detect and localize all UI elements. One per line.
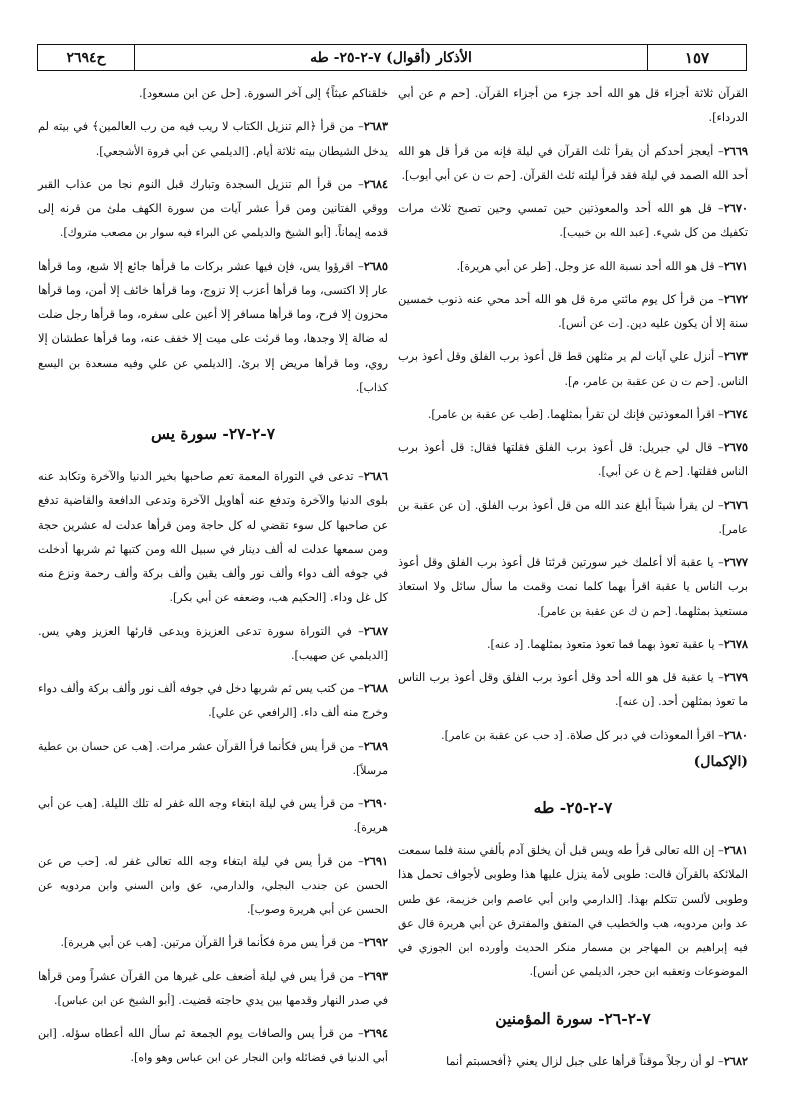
hadith-text: – من كتب يس ثم شربها دخل في جوفه ألف نور وألف بركة وألف دواء وخرج منه ألف داء. <box>37 682 388 720</box>
entry-list <box>38 464 388 1071</box>
hadith-source: [الدارمي وابن أبي عاصم وابن خزيمة، عق طس عد وابن مردويه، هب والخطيب في المتفق والمفترق عن أبي هريرة قال عق فيه إبراهيم بن المهاجر بن مسمار منكر الحديث وأورده ابن الجوزي في الموضوعات وتعقبه ابن حجر، الديلمي عن أنس]. <box>398 892 748 979</box>
hadith-text: – من قرأ يس مرة فكأنما قرأ القرآن مرتين. <box>160 936 364 950</box>
entry-list <box>398 1049 748 1074</box>
hadith-entry <box>398 838 748 985</box>
ikmal-heading: (الإكمال) <box>693 753 748 770</box>
hadith-source: [طر عن أبي هريرة]. <box>456 259 551 273</box>
page-number: ١٥٧ <box>647 45 746 70</box>
hadith-text: – اقرأ المعوذات في دبر كل صلاة. <box>566 728 724 742</box>
left-column <box>38 82 388 1079</box>
hadith-entry <box>398 665 748 715</box>
hadith-text: – قل هو الله أحد والمعوذتين حين تمسي وحين تصبح ثلاث مرات تكفيك من كل شيء. <box>398 202 748 240</box>
hadith-source: [طب عن عقبة بن عامر]. <box>427 407 544 421</box>
hadith-entry <box>398 344 748 394</box>
hadith-text: – من قرأ كل يوم مائتي مرة قل هو الله أحد محي عنه ذنوب خمسين سنة إلا أن يكون عليه دين. <box>398 292 748 330</box>
hadith-number: ٢٦٩٣ <box>363 968 388 983</box>
hadith-entry <box>398 632 748 657</box>
hadith-entry <box>38 172 388 246</box>
hadith-number: ٢٦٧٣ <box>723 349 748 364</box>
hadith-text: – من قرأ يس في ليلة أضعف على غيرها من القرآن عشراً ومن قرأها في صدر النهار وقدمها بين يدي حاجته قضيت. <box>38 969 388 1007</box>
running-title: الأذكار (أقوال) ٧-٢-٢٥- طه <box>310 49 472 66</box>
hadith-source: [حم ت ن عن أبي أيوب]. <box>401 168 516 182</box>
continued-text-body: خلقناكم عبثاً﴾ إلى آخر السورة. <box>244 87 388 100</box>
hadith-number: ٢٦٨٤ <box>363 176 388 191</box>
hadith-number: ٢٦٧٤ <box>723 406 748 421</box>
hadith-text: – لن يقرأ شيئاً أبلغ عند الله من قل أعوذ برب الفلق. <box>474 498 724 512</box>
hadith-source: [ابن أبي الدنيا في فضائله وابن النجار عن ابن عباس وهو واه]. <box>38 1027 388 1065</box>
hadith-source: [أبو الشيخ عن ابن عباس]. <box>54 993 175 1007</box>
hadith-entry <box>38 254 388 401</box>
hadith-number: ٢٦٩٢ <box>363 935 388 950</box>
hadith-entry <box>398 550 748 624</box>
entry-list <box>398 139 748 748</box>
hadith-source: [ن عنه]. <box>614 695 655 709</box>
hadith-number: ٢٦٨٨ <box>363 681 388 695</box>
hadith-number: ٢٦٨٣ <box>363 119 388 134</box>
entry-list <box>398 838 748 985</box>
hadith-source: [الديلمي عن أبي فروة الأشجعي]. <box>95 144 249 158</box>
hadith-entry <box>38 930 388 955</box>
hadith-source: [هب عن أبي هريرة]. <box>60 936 157 950</box>
entry-list <box>38 114 388 400</box>
hadith-entry <box>38 464 388 611</box>
hadith-text: – قال لي جبريل: قل أعوذ برب الفلق فقلتها فقال: قل أعوذ برب الناس فقلتها. <box>398 441 748 479</box>
hadith-source: [د عنه]. <box>486 637 524 651</box>
hadith-text: – من قرأ يس فكأنما قرأ القرآن عشر مرات. <box>156 739 364 753</box>
hadith-source: [الديلمي عن علي وفيه مسعدة بن اليسع كذاب]. <box>38 356 388 394</box>
hadith-number: ٢٦٩٤ <box>363 1026 388 1040</box>
hadith-entry <box>38 1021 388 1071</box>
hadith-range-code: ح٢٦٩٤ <box>38 45 135 70</box>
hadith-text: – لو أن رجلاً موقناً قرأها على جبل لزال يعني ﴿أفحسبتم أنما <box>445 1054 724 1068</box>
hadith-text: – من قرأ يس والصافات يوم الجمعة ثم سأل الله أعطاه سؤله. <box>61 1027 364 1040</box>
hadith-entry <box>398 254 748 279</box>
hadith-entry <box>398 287 748 337</box>
hadith-text: – من قرأ يس في ليلة ابتغاء وجه الله غفر له تلك الليلة. <box>101 797 364 810</box>
hadith-number: ٢٦٧٢ <box>723 291 748 306</box>
hadith-text: – في التوراة سورة تدعى العزيزة ويدعى قارئها العزيز وهي يس. <box>38 624 364 638</box>
hadith-number: ٢٦٨٢ <box>723 1053 748 1068</box>
hadith-text: – إن الله تعالى قرأ طه ويس قبل أن يخلق آدم بألفي سنة فلما سمعت الملائكة بالقرآن قالت: طوبى لأمة ينزل عليها هذا وطوبى لأجواف تحمل هذا وطوبى لألسن تتكلم بهذا. <box>398 844 748 906</box>
hadith-source: [الحكيم هب، وضعفه عن أبي بكر]. <box>169 591 327 605</box>
hadith-number: ٢٦٦٩ <box>723 143 748 158</box>
hadith-number: ٢٦٨٩ <box>363 738 388 753</box>
section-heading-taha: ٧-٢-٢٥- طه <box>533 798 613 817</box>
hadith-number: ٢٦٧٩ <box>723 670 748 684</box>
hadith-text: – تدعى في التوراة المعمة تعم صاحبها بخير الدنيا والآخرة وتكابد عنه بلوى الدنيا والآخرة وتدفع عنه أهاويل الآخرة وتدعى الدافعة والقاضية تدفع عن صاحبها كل سوء تقضي له كل حاجة ومن قرأها عدلت له عشرين حجة ومن سمعها عدلت له ألف دينار في سبيل الله ومن كتبها ثم شربها أدخلت في جوفه ألف دواء وألف نور وألف يقين وألف بركة وألف رحمة ونزع منه كل غل وداء. <box>38 470 388 605</box>
hadith-text: – من قرأ الم تنزيل السجدة وتبارك قبل النوم نجا من عذاب القبر ووقي الفتانين ومن قرأ عشر آيات من سورة الكهف ملئ من قرنه إلى قدمه إيماناً. <box>38 177 388 240</box>
hadith-entry <box>38 964 388 1014</box>
hadith-entry <box>398 196 748 246</box>
hadith-text: – يا عقبة ألا أعلمك خير سورتين قرئتا قل أعوذ برب الفلق وقل أعوذ برب الناس يا عقبة اقرأ بهما كلما نمت وقمت ما سأل سائل ولا استعاذ مستعيذ بمثلهما. <box>398 556 748 618</box>
page-header <box>37 44 747 71</box>
hadith-source: [حب ص عن الحسن عن جندب البجلي، والدارمي، عق وابن السني وابن مردويه عن الحسن عن أبي هريرة وصوب]. <box>38 854 388 916</box>
hadith-number: ٢٦٧٦ <box>723 497 749 512</box>
hadith-entry <box>398 723 748 748</box>
hadith-text: – اقرؤوا يس، فإن فيها عشر بركات ما قرأها جائع إلا شبع، وما قرأها عار إلا اكتسى، وما قرأها أعزب إلا تزوج، وما قرأها خائف إلا أمن، وما قرأها محزون إلا فرح، وما قرأها مسافر إلا أعين على سفره، وما قرأها رجل ضلت له ضالة إلا وجدها، وما قرئت على ميت إلا خفف عنه، وما قرأها عطشان إلا روي، وما قرأها مريض إلا برئ. <box>38 259 388 370</box>
hadith-text: – قل هو الله أحد نسبة الله عز وجل. <box>554 259 724 273</box>
hadith-number: ٢٦٨٦ <box>363 469 388 483</box>
hadith-text: – من قرأ ﴿الم تنزيل الكتاب لا ريب فيه من رب العالمين﴾ في بيته لم يدخل الشيطان بيته ثلاثة أيام. <box>38 120 388 158</box>
hadith-entry <box>398 402 748 427</box>
hadith-entry <box>398 1049 748 1074</box>
hadith-entry <box>398 435 748 485</box>
hadith-source: [عبد الله بن خبيب]. <box>559 226 650 240</box>
hadith-source: [أبو الشيخ والديلمي عن البراء فيه سوار بن مصعب متروك]. <box>59 226 331 240</box>
hadith-number: ٢٦٧١ <box>723 258 748 273</box>
hadith-number: ٢٦٧٧ <box>723 555 748 569</box>
hadith-entry <box>38 619 388 669</box>
hadith-entry <box>38 734 388 784</box>
hadith-number: ٢٦٨١ <box>723 843 748 857</box>
hadith-source: [هب عن حسان بن عطية مرسلاً]. <box>38 739 388 777</box>
hadith-source: [حم ت ن عن عقبة بن عامر، م]. <box>564 374 714 388</box>
hadith-text: – أنزل علي آيات لم ير مثلهن قط قل أعوذ برب الفلق وقل أعوذ برب الناس. <box>398 350 748 388</box>
hadith-source: [الديلمي عن صهيب]. <box>291 648 388 662</box>
hadith-entry <box>398 493 748 543</box>
hadith-source: [د حب عن عقبة بن عامر]. <box>441 728 563 742</box>
hadith-source: [هب عن أبي هريرة]. <box>38 797 388 835</box>
hadith-source: [حم غ ن عن أبي]. <box>598 465 684 479</box>
section-heading-yasin: ٧-٢-٢٧- سورة يس <box>150 424 276 443</box>
hadith-number: ٢٦٨٥ <box>363 258 388 273</box>
right-column <box>398 82 748 1082</box>
hadith-source: [حم ن ك عن عقبة بن عامر]. <box>536 604 671 618</box>
hadith-entry <box>38 791 388 841</box>
hadith-entry <box>38 849 388 923</box>
hadith-source: [ت عن أنس]. <box>558 317 623 330</box>
hadith-source: [الرافعي عن علي]. <box>208 706 297 720</box>
hadith-number: ٢٦٧٥ <box>723 440 748 454</box>
section-heading-muminun: ٧-٢-٢٦- سورة المؤمنين <box>495 1008 651 1028</box>
hadith-text: – يا عقبة تعوذ بهما فما تعوذ متعوذ بمثلهما. <box>526 637 724 651</box>
hadith-entry <box>38 114 388 164</box>
hadith-number: ٢٦٧٠ <box>723 201 748 215</box>
hadith-number: ٢٦٧٨ <box>723 636 748 651</box>
hadith-entry <box>398 139 748 189</box>
continued-text <box>38 82 388 106</box>
hadith-number: ٢٦٨٠ <box>723 727 748 742</box>
hadith-text: – أيعجز أحدكم أن يقرأ ثلث القرآن في ليلة فإنه من قرأ قل هو الله أحد الله الصمد في ليلة فقد قرأ ليلته ثلث القرآن. <box>398 144 748 182</box>
hadith-text: – يا عقبة قل هو الله أحد وقل أعوذ برب الفلق وقل أعوذ برب الناس ما تعوذ بمثلهن أحد. <box>398 671 748 709</box>
continued-text: القرآن ثلاثة أجزاء قل هو الله أحد جزء من أجزاء القرآن. [حم م عن أبي الدرداء]. <box>398 87 748 125</box>
hadith-entry <box>38 676 388 726</box>
hadith-text: – من قرأ يس في ليلة ابتغاء وجه الله تعالى غفر له. <box>104 854 364 868</box>
hadith-number: ٢٦٨٧ <box>363 623 388 638</box>
hadith-number: ٢٦٩١ <box>363 853 388 868</box>
entry-source: [حل عن ابن مسعود]. <box>139 87 241 100</box>
hadith-number: ٢٦٩٠ <box>363 796 388 810</box>
hadith-text: – اقرأ المعوذتين فإنك لن تقرأ بمثلهما. <box>546 407 724 421</box>
hadith-source: [ن عن عقبة بن عامر]. <box>398 498 748 536</box>
